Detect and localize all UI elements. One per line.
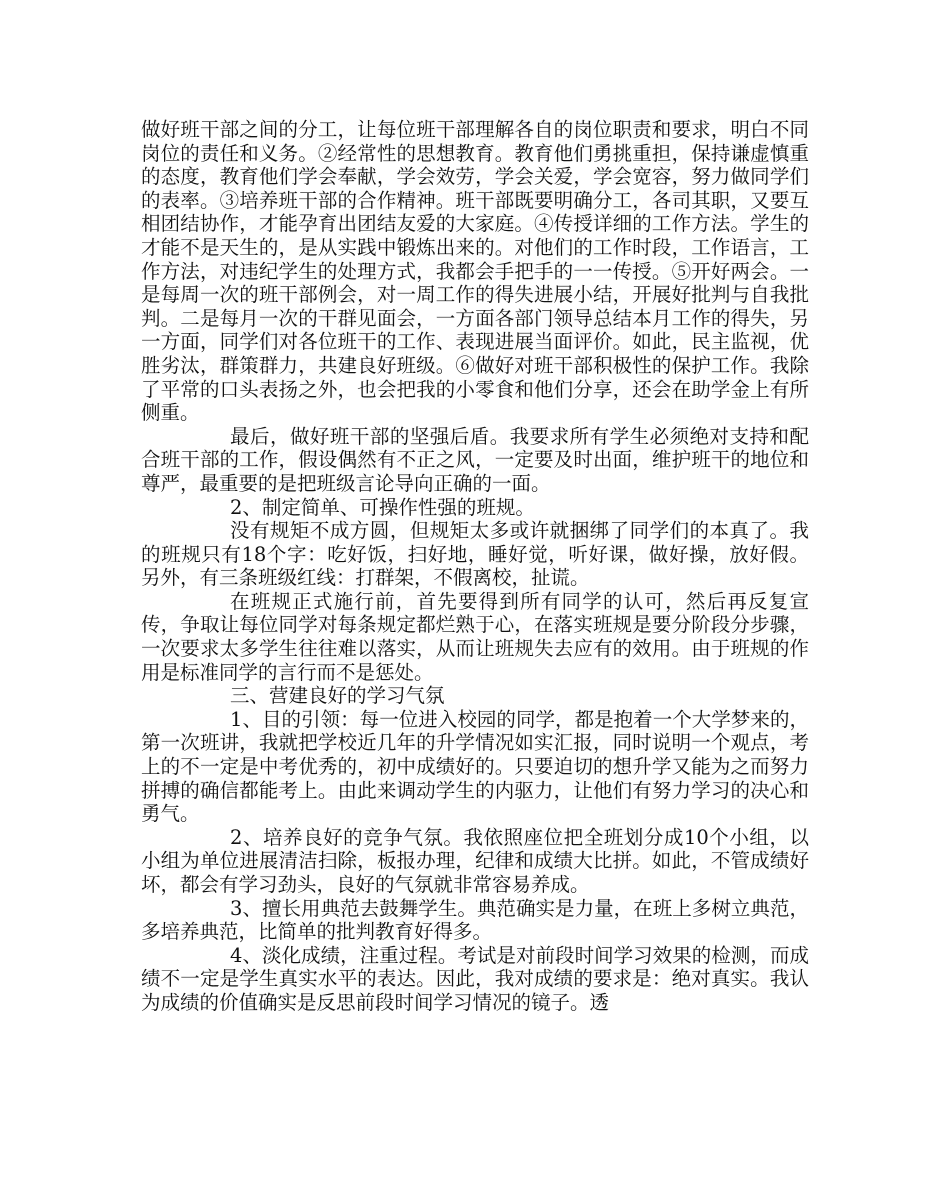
paragraph-competition: 2、培养良好的竞争气氛。我依照座位把全班划分成10个小组，以小组为单位进展清洁扫除，板报办理，纪律和成绩大比拼。如此，不管成绩好坏，都会有学习劲头，良好的气氛就非常容易养成。 — [141, 825, 809, 896]
paragraph-process-over-grades: 4、淡化成绩，注重过程。考试是对前段时间学习效果的检测，而成绩不一定是学生真实水平的表达。因此，我对成绩的要求是：绝对真实。我认为成绩的价值确实是反思前段时间学习情况的镜子。透 — [141, 943, 809, 1014]
heading-class-rules: 2、制定简单、可操作性强的班规。 — [230, 495, 535, 519]
heading-learning-atmosphere: 三、营建良好的学习气氛 — [230, 684, 445, 708]
paragraph-goal-guidance: 1、目的引领：每一位进入校园的同学，都是抱着一个大学梦来的，第一次班讲，我就把学校近几年的升学情况如实汇报，同时说明一个观点，考上的不一定是中考优秀的，初中成绩好的。只要迫切的想升学又能为之而努力拼搏的确信都能考上。由此来调动学生的内驱力，让他们有努力学习的决心和勇气。 — [141, 707, 809, 826]
paragraph-backing-cadres: 最后，做好班干部的坚强后盾。我要求所有学生必须绝对支持和配合班干部的工作，假设偶然有不正之风，一定要及时出面，维护班干的地位和尊严，最重要的是把班级言论导向正确的一面。 — [141, 424, 809, 495]
paragraph-rules-implementation: 在班规正式施行前，首先要得到所有同学的认可，然后再反复宣传，争取让每位同学对每条规定都烂熟于心，在落实班规是要分阶段分步骤，一次要求太多学生往往难以落实，从而让班规失去应有的效用。由于班规的作用是标准同学的言行而不是惩处。 — [141, 589, 809, 684]
document-page — [141, 118, 809, 1015]
paragraph-rules-content: 没有规矩不成方圆，但规矩太多或许就捆绑了同学们的本真了。我的班规只有18个字：吃好饭，扫好地，睡好觉，听好课，做好操，放好假。另外，有三条班级红线：打群架，不假离校，扯谎。 — [141, 519, 809, 590]
paragraph-role-models: 3、擅长用典范去鼓舞学生。典范确实是力量，在班上多树立典范，多培养典范，比简单的批判教育好得多。 — [141, 896, 809, 944]
paragraph-class-cadre-duties: 做好班干部之间的分工，让每位班干部理解各自的岗位职责和要求，明白不同岗位的责任和义务。②经常性的思想教育。教育他们勇挑重担，保持谦虚慎重的态度，教育他们学会奉献，学会效劳，学会关爱，学会宽容，努力做同学们的表率。③培养班干部的合作精神。班干部既要明确分工，各司其职，又要互相团结协作，才能孕育出团结友爱的大家庭。④传授详细的工作方法。学生的才能不是天生的，是从实践中锻炼出来的。对他们的工作时段，工作语言，工作方法，对违纪学生的处理方式，我都会手把手的一一传授。⑤开好两会。一是每周一次的班干部例会，对一周工作的得失进展小结，开展好批判与自我批判。二是每月一次的干群见面会，一方面各部门领导总结本月工作的得失，另一方面，同学们对各位班干的工作、表现进展当面评价。如此，民主监视，优胜劣汰，群策群力，共建良好班级。⑥做好对班干部积极性的保护工作。我除了平常的口头表扬之外，也会把我的小零食和他们分享，还会在助学金上有所侧重。 — [141, 118, 809, 425]
